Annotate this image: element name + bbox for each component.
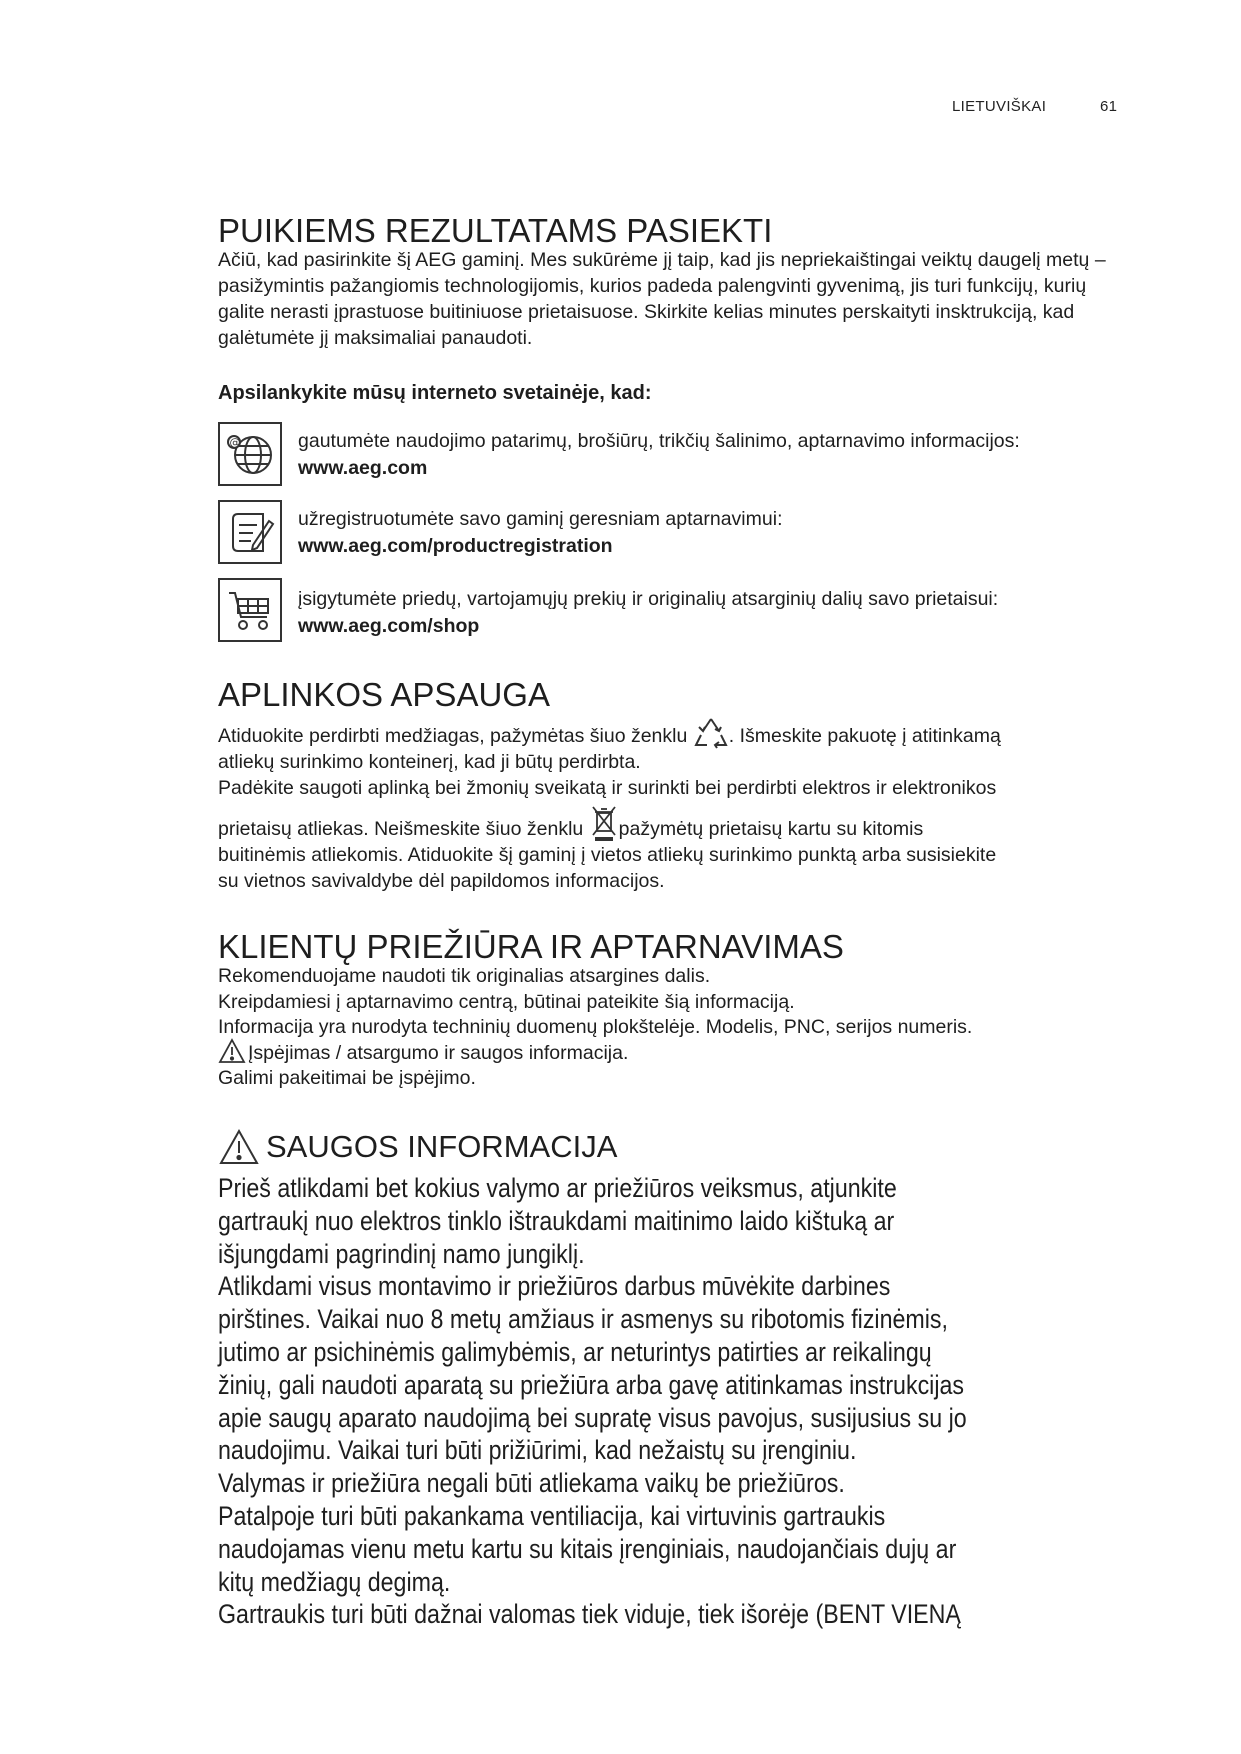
service-warning-line	[218, 1041, 1128, 1067]
safety-text	[218, 1172, 1138, 1631]
environment-line6: su vietnos savivaldybe dėl papildomos informacijos.	[218, 870, 665, 892]
safety-line: naudojimu. Vaikai turi būti prižiūrimi, kad nežaistų su įrenginiu.	[218, 1435, 857, 1466]
safety-line: Prieš atlikdami bet kokius valymo ar priežiūros veiksmus, atjunkite	[218, 1173, 897, 1203]
shopping-cart-icon	[218, 578, 282, 642]
crossed-bin-icon	[589, 803, 619, 843]
safety-line: naudojamas vienu metu kartu su kitais įrenginiais, naudojančiais dujų ar	[218, 1533, 957, 1564]
safety-line: apie saugų aparato naudojimą bei supratę visus pavojus, susijusius su jo	[218, 1402, 967, 1433]
service-line: Informacija yra nurodyta techninių duomenų plokštelėje. Modelis, PNC, serijos numeris.	[218, 1016, 973, 1038]
safety-title	[218, 1128, 617, 1166]
visit-item-registration	[298, 506, 782, 560]
visit-item-registration-text: užregistruotumėte savo gaminį geresniam aptarnavimui:	[298, 508, 783, 530]
warning-icon	[218, 1128, 260, 1166]
safety-line: Valymas ir priežiūra negali būti atliekama vaikų be priežiūros.	[218, 1468, 845, 1499]
safety-line: žinių, gali naudoti aparatą su priežiūra arba gavę atitinkamas instrukcijas	[218, 1369, 965, 1400]
safety-line: kitų medžiagų degimą.	[218, 1566, 451, 1597]
visit-item-info-text: gautumėte naudojimo patarimų, brošiūrų, trikčių šalinimo, aptarnavimo informacijos:	[298, 430, 1020, 452]
link-aeg-shop[interactable]: www.aeg.com/shop	[298, 615, 480, 637]
service-line: Kreipdamiesi į aptarnavimo centrą, būtinai pateikite šią informaciją.	[218, 990, 795, 1013]
safety-line: jutimo ar psichinėmis galimybėmis, ar neturintys patirties ar reikalingų	[218, 1336, 932, 1367]
safety-title-text: SAUGOS INFORMACIJA	[266, 1129, 618, 1164]
intro-title: PUIKIEMS REZULTATAMS PASIEKTI	[218, 212, 773, 249]
registration-document-icon	[218, 500, 282, 564]
service-line: Rekomenduojame naudoti tik originalias atsargines dalis.	[218, 965, 711, 987]
safety-line: Gartraukis turi būti dažnai valomas tiek viduje, tiek išorėje (BENT VIENĄ	[218, 1599, 961, 1630]
environment-line4-a: prietaisų atliekas. Neišmeskite šiuo ženklu	[218, 818, 584, 840]
svg-text:@: @	[229, 436, 241, 449]
environment-line4-b: pažymėtų prietaisų kartu su kitomis	[618, 818, 924, 840]
link-aeg-com[interactable]: www.aeg.com	[298, 457, 428, 479]
service-line: Galimi pakeitimai be įspėjimo.	[218, 1067, 476, 1089]
safety-line: gartraukį nuo elektros tinklo ištraukdami maitinimo laido kištuką ar	[218, 1205, 895, 1236]
safety-line: Atlikdami visus montavimo ir priežiūros darbus mūvėkite darbines	[218, 1271, 891, 1302]
environment-line2: atliekų surinkimo konteinerį, kad ji būtų perdirbta.	[218, 751, 641, 773]
service-title: KLIENTŲ PRIEŽIŪRA IR APTARNAVIMAS	[218, 928, 844, 965]
service-warning-text: Įspėjimas / atsargumo ir saugos informacija.	[248, 1041, 629, 1064]
page-number: 61	[1100, 98, 1118, 115]
environment-paragraph-2	[218, 816, 1128, 894]
warning-icon	[218, 1038, 246, 1064]
recycling-icon	[693, 715, 729, 751]
safety-line: Patalpoje turi būti pakankama ventiliacija, kai virtuvinis gartraukis	[218, 1500, 886, 1531]
environment-line5: buitinėmis atliekomis. Atiduokite šį gaminį į vietos atliekų surinkimo punktą arba susisiekite	[218, 844, 997, 866]
visit-item-shop	[298, 586, 998, 640]
header-language: LIETUVIŠKAI	[952, 98, 1047, 115]
environment-line1-a: Atiduokite perdirbti medžiagas, pažymėtas šiuo ženklu	[218, 725, 688, 747]
safety-line: pirštines. Vaikai nuo 8 metų amžiaus ir asmenys su ribotomis fizinėmis,	[218, 1304, 948, 1335]
environment-paragraph-1	[218, 723, 1128, 801]
web-globe-icon	[218, 422, 282, 486]
link-product-registration[interactable]: www.aeg.com/productregistration	[298, 535, 613, 557]
visit-heading: Apsilankykite mūsų interneto svetainėje, kad:	[218, 382, 652, 404]
intro-text: Ačiū, kad pasirinkite šį AEG gaminį. Mes sukūrėme jį taip, kad jis nepriekaištingai veiktų daugelį metų – pasižymintis pažangiomis technologijomis, kurios padeda palengvinti gyvenimą, jis turi funkcijų, kurių galite nerasti įprastuose buitiniuose prietaisuose. Skirkite kelias minutes perskaityti insktrukciją, kad galėtumėte jį maksimaliai panaudoti.	[218, 249, 1106, 349]
visit-item-shop-text: įsigytumėte priedų, vartojamųjų prekių ir originalių atsarginių dalių savo prietaisui:	[298, 588, 999, 610]
service-block	[218, 964, 1128, 1092]
environment-line1-b: . Išmeskite pakuotę į atitinkamą	[728, 725, 1001, 747]
visit-item-info	[298, 428, 1020, 482]
environment-title: APLINKOS APSAUGA	[218, 676, 550, 713]
safety-line: išjungdami pagrindinį namo jungiklį.	[218, 1238, 585, 1269]
page-header	[952, 98, 1118, 115]
environment-line3: Padėkite saugoti aplinką bei žmonių sveikatą ir surinkti bei perdirbti elektros ir elektronikos	[218, 777, 997, 799]
